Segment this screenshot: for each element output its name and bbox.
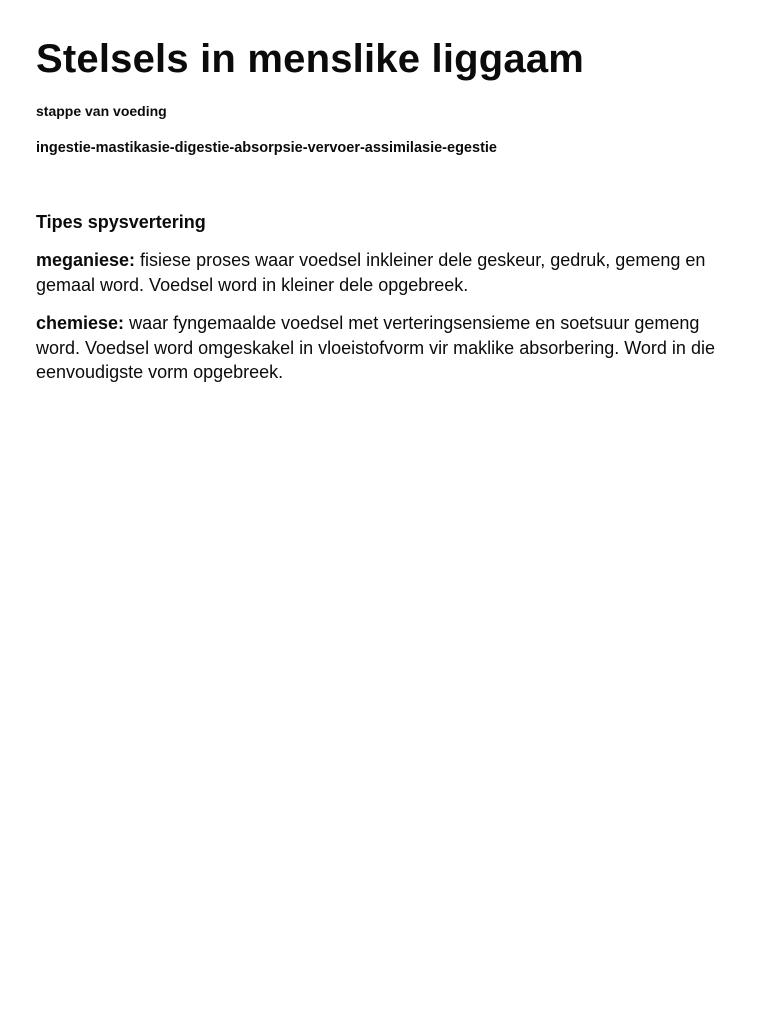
paragraph-chemical-digestion — [36, 311, 726, 385]
definition-chemical: waar fyngemaalde voedsel met verteringsensieme en soetsuur gemeng word. Voedsel word omgeskakel in vloeistofvorm vir maklike absorbering. Word in die eenvoudigste vorm opgebreek. — [36, 313, 715, 382]
page-title: Stelsels in menslike liggaam — [36, 37, 585, 81]
term-chemical: chemiese: — [36, 313, 125, 333]
subheading-stages-of-nutrition: stappe van voeding — [36, 103, 167, 119]
paragraph-mechanical-digestion — [36, 248, 726, 297]
section-title-digestion-types: Tipes spysvertering — [36, 212, 206, 232]
nutrition-stages-list: ingestie-mastikasie-digestie-absorpsie-vervoer-assimilasie-egestie — [36, 140, 497, 156]
definition-mechanical: fisiese proses waar voedsel inkleiner dele geskeur, gedruk, gemeng en gemaal word. Voedsel word in kleiner dele opgebreek. — [36, 250, 706, 295]
term-mechanical: meganiese: — [36, 250, 136, 270]
